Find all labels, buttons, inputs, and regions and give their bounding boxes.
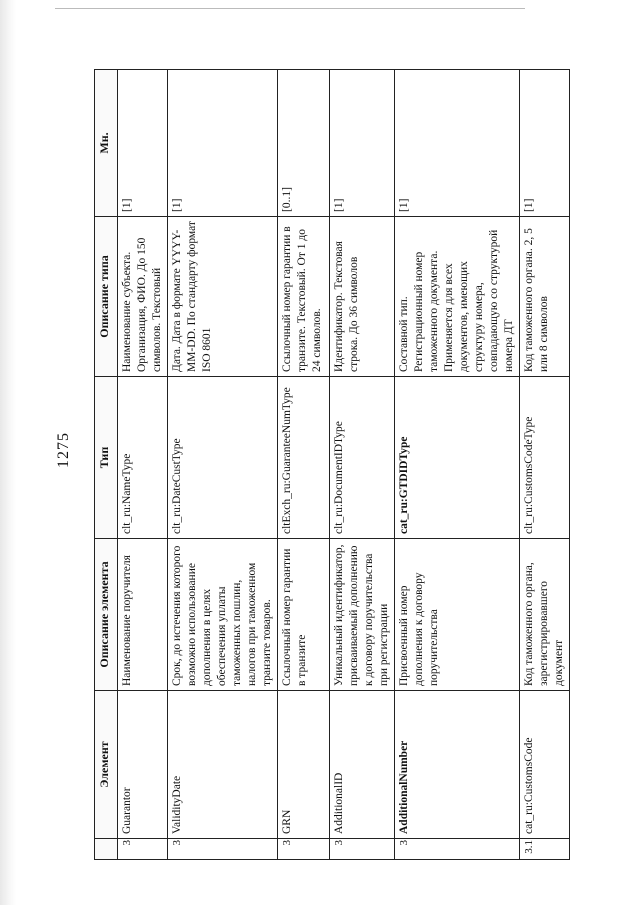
row-level: 3 [330,839,395,860]
element-name: AdditionalID [330,691,395,839]
type-description: Наименование субъекта. Организация, ФИО. До 150 символов. Текстовый [118,217,168,377]
table-row [520,70,570,860]
element-name: Guarantor [118,691,168,839]
type-description: Код таможенного органа. 2, 5 или 8 символов [520,217,570,377]
header-type-description: Описание типа [95,217,118,377]
element-description: Уникальный идентификатор, присваиваемый дополнению к договору поручительства при регистрации [330,539,395,691]
header-level [95,839,118,860]
element-name: GRN [278,691,330,839]
rotated-table-container [94,70,565,860]
row-level: 3 [278,839,330,860]
page-number: 1275 [55,432,72,468]
element-description: Срок, до истечения которого возможно использование дополнения в целях обеспечения уплаты таможенных пошлин, налогов при таможенном транзите товаров. [168,539,278,691]
schema-table [94,69,570,860]
element-name: AdditionalNumber [395,691,520,839]
scan-shadow [0,0,16,905]
type-name: cltExch_ru:GuaranteeNumType [278,377,330,539]
multiplicity: [1] [520,70,570,217]
type-name: cat_ru:GTDIDType [395,377,520,539]
type-name: clt_ru:CustomsCodeType [520,377,570,539]
scan-top-rule [55,8,525,9]
type-name: clt_ru:DateCustType [168,377,278,539]
table-row [118,70,168,860]
multiplicity: [0..1] [278,70,330,217]
row-level: 3 [168,839,278,860]
element-name: cat_ru:CustomsCode [520,691,570,839]
row-level: 3 [118,839,168,860]
element-description: Присвоенный номер дополнения к договору поручительства [395,539,520,691]
table-row [168,70,278,860]
table-row [395,70,520,860]
element-name: ValidityDate [168,691,278,839]
multiplicity: [1] [168,70,278,217]
type-description: Идентификатор. Текстовая строка. До 36 символов [330,217,395,377]
element-description: Ссылочный номер гарантии в транзите [278,539,330,691]
table-header-row [95,70,118,860]
header-type: Тип [95,377,118,539]
multiplicity: [1] [118,70,168,217]
table-row [330,70,395,860]
header-element-description: Описание элемента [95,539,118,691]
type-description: Дата. Дата в формате YYYY-MM-DD. По стандарту формат ISO 8601 [168,217,278,377]
type-description: Ссылочный номер гарантии в транзите. Текстовый. От 1 до 24 символов. [278,217,330,377]
type-name: clt_ru:DocumentIDType [330,377,395,539]
element-description: Код таможенного органа, зарегистрировавшего документ [520,539,570,691]
element-description: Наименование поручителя [118,539,168,691]
type-name: clt_ru:NameType [118,377,168,539]
table-row [278,70,330,860]
header-multiplicity: Мн. [95,70,118,217]
multiplicity: [1] [330,70,395,217]
row-level: 3.1 [520,839,570,860]
header-element: Элемент [95,691,118,839]
type-description: Составной тип. Регистрационный номер таможенного документа. Применяется для всех документов, имеющих структуру номера, совпадающую со структурой номера ДТ [395,217,520,377]
multiplicity: [1] [395,70,520,217]
row-level: 3 [395,839,520,860]
